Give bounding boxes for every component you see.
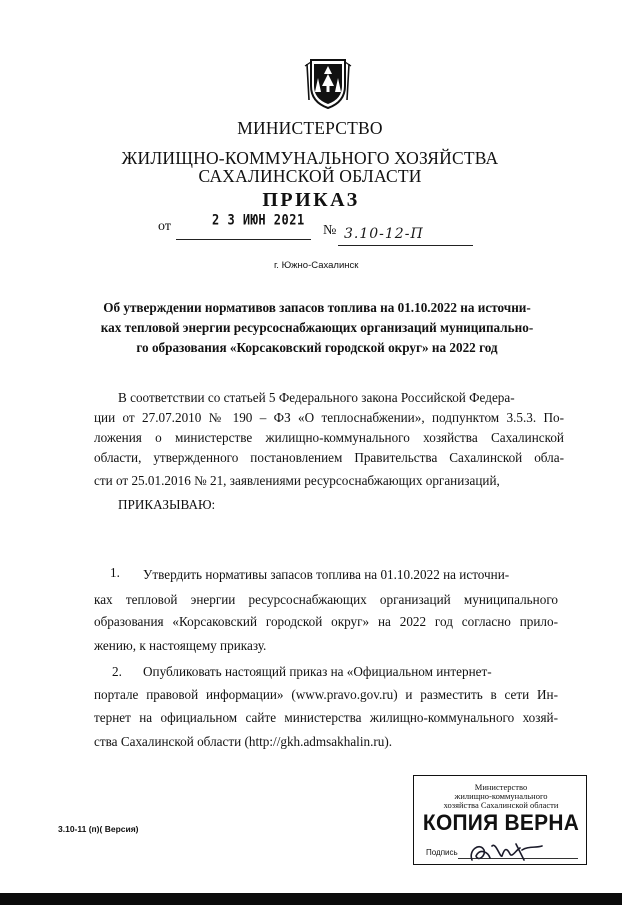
coat-of-arms-icon: [301, 56, 355, 110]
document-type: ПРИКАЗ: [262, 189, 360, 211]
preamble-line: ции от 27.07.2010 № 190 – ФЗ «О теплоснабжении», подпунктом 3.5.3. По-: [94, 410, 564, 425]
item-line: Опубликовать настоящий приказ на «Официальном интернет-: [143, 664, 492, 679]
preamble-line: ложения о министерстве жилищно-коммунального хозяйства Сахалинской: [94, 430, 564, 445]
subject-line: го образования «Корсаковский городской округ» на 2022 год: [136, 340, 498, 355]
ministry-title: МИНИСТЕРСТВО: [237, 118, 383, 138]
document-number: 3.10-12-П: [344, 226, 424, 242]
item-line: портале правовой информации» (www.pravo.gov.ru) и разместить в сети Ин-: [94, 687, 558, 702]
item-line: ства Сахалинской области (http://gkh.admsakhalin.ru).: [94, 734, 393, 749]
stamp-text: Министерство: [474, 782, 528, 792]
scan-edge-bar: [0, 893, 622, 905]
item-line: жению, к настоящему приказу.: [94, 638, 267, 653]
item-line: тернет на официальном сайте министерства жилищно-коммунального хозяй-: [94, 710, 558, 725]
preamble-line: сти от 25.01.2016 № 21, заявлениями ресурсоснабжающих организаций,: [94, 473, 500, 488]
ministry-region: САХАЛИНСКОЙ ОБЛАСТИ: [198, 166, 422, 186]
number-label: №: [323, 223, 337, 238]
date-underline: [176, 239, 311, 240]
stamp-title: КОПИЯ ВЕРНА: [422, 810, 580, 835]
ministry-name: ЖИЛИЩНО-КОММУНАЛЬНОГО ХОЗЯЙСТВА: [121, 148, 499, 168]
subject-line: ках тепловой энергии ресурсоснабжающих организаций муниципально-: [100, 320, 534, 335]
item-line: образования «Корсаковский городской округ» на 2022 год согласно прило-: [94, 614, 558, 629]
item-line: Утвердить нормативы запасов топлива на 01.10.2022 на источни-: [143, 567, 510, 582]
stamp-text: жилищно-коммунального: [454, 791, 548, 801]
item-number: 2.: [112, 664, 122, 679]
preamble-line: области, утвержденного постановлением Правительства Сахалинской обла-: [94, 450, 564, 465]
item-line: ках тепловой энергии ресурсоснабжающих организаций муниципального: [94, 592, 558, 607]
date-label: от: [158, 219, 171, 234]
subject-line: Об утверждении нормативов запасов топлива на 01.10.2022 на источни-: [103, 300, 531, 315]
stamp-text: хозяйства Сахалинской области: [443, 800, 559, 810]
item-number: 1.: [110, 565, 120, 580]
city: г. Южно-Сахалинск: [274, 260, 359, 271]
document-date: 2 3 ИЮН 2021: [212, 211, 305, 229]
order-word: ПРИКАЗЫВАЮ:: [118, 497, 216, 512]
stamp-signature-label: Подпись: [426, 848, 458, 857]
handwritten-signature: [466, 838, 546, 866]
number-underline: [338, 245, 473, 246]
version-code: 3.10-11 (п)( Версия): [58, 824, 139, 834]
preamble-line: В соответствии со статьей 5 Федерального закона Российской Федера-: [118, 390, 515, 405]
